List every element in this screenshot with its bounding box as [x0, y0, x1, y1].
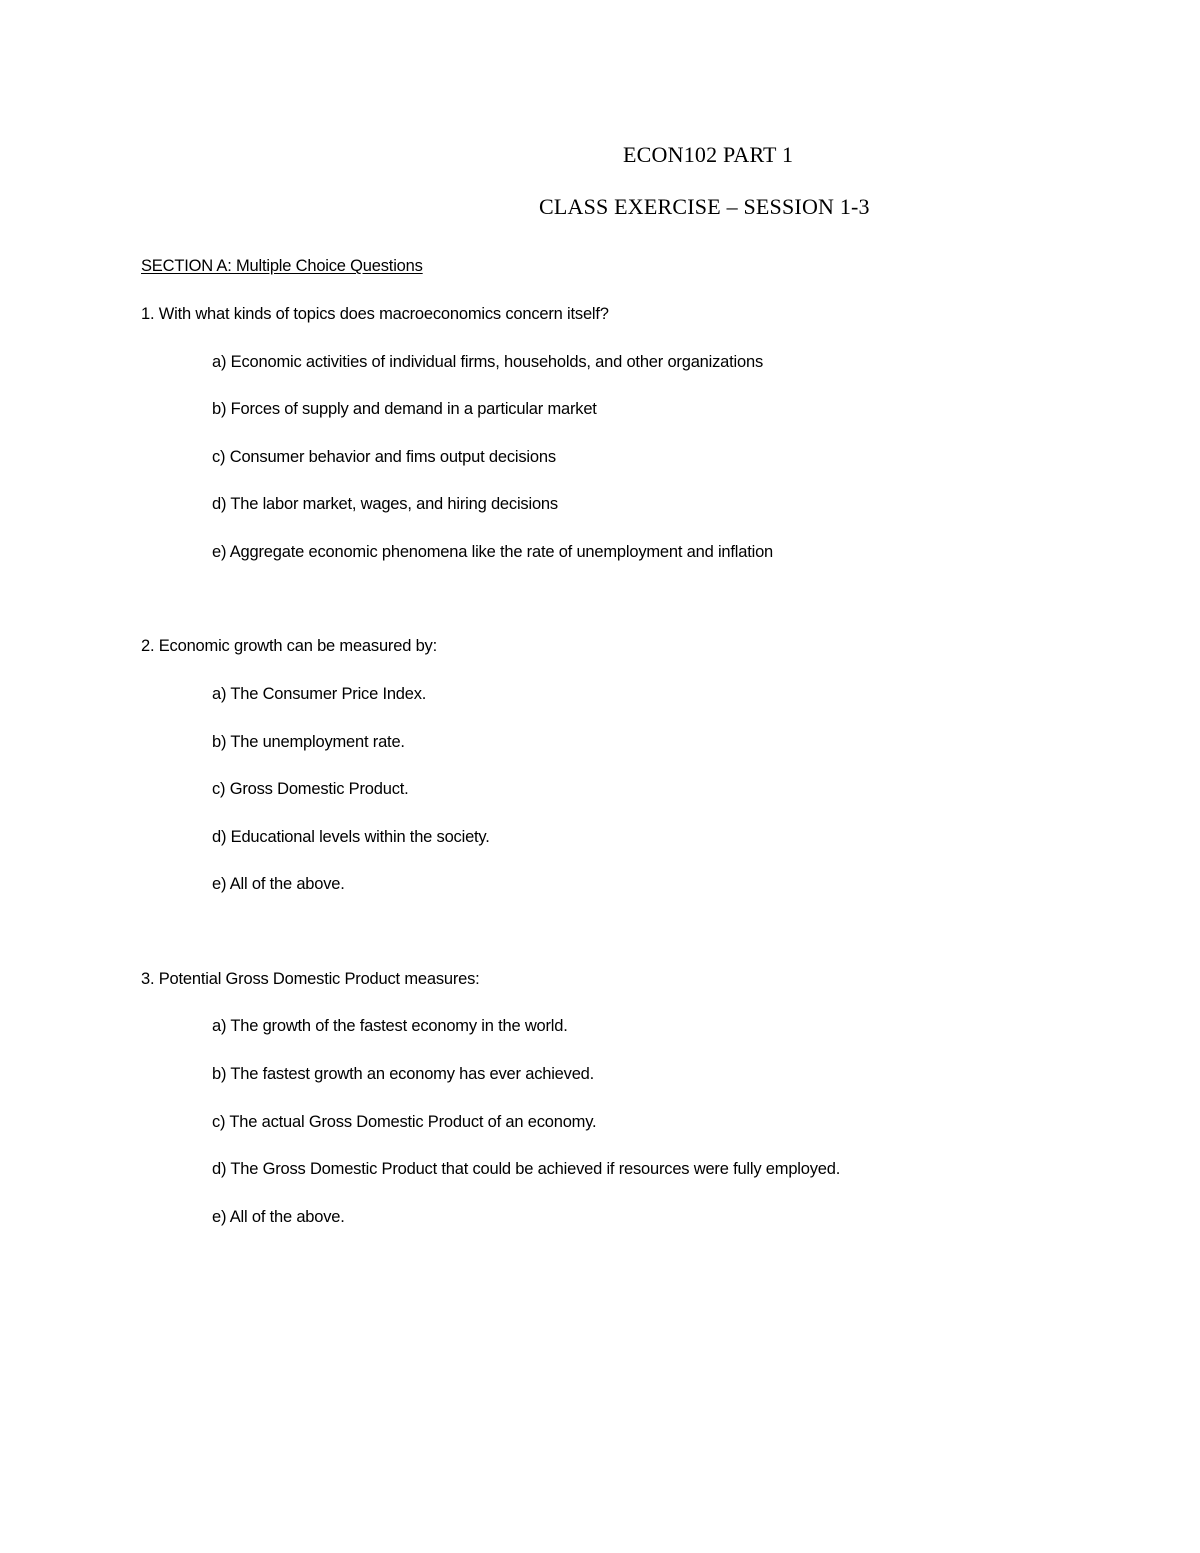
question-1-option-a: a) Economic activities of individual firms, households, and other organizations [212, 353, 763, 371]
section-title: SECTION A: Multiple Choice Questions [141, 257, 423, 275]
question-1-option-d: d) The labor market, wages, and hiring decisions [212, 495, 558, 513]
question-1-option-e: e) Aggregate economic phenomena like the rate of unemployment and inflation [212, 543, 774, 561]
question-2-option-a: a) The Consumer Price Index. [212, 685, 427, 703]
question-1-option-c: c) Consumer behavior and fims output decisions [212, 448, 556, 466]
question-2-option-d: d) Educational levels within the society. [212, 828, 490, 846]
question-3-option-e: e) All of the above. [212, 1208, 345, 1226]
question-2-option-b: b) The unemployment rate. [212, 733, 405, 751]
question-2: 2. Economic growth can be measured by: [141, 637, 437, 655]
question-3-option-c: c) The actual Gross Domestic Product of an economy. [212, 1113, 597, 1131]
question-1: 1. With what kinds of topics does macroeconomics concern itself? [141, 305, 609, 323]
question-3: 3. Potential Gross Domestic Product measures: [141, 970, 480, 988]
document-title: ECON102 PART 1 [623, 142, 794, 167]
document-subtitle: CLASS EXERCISE – SESSION 1-3 [539, 194, 870, 219]
question-3-option-d: d) The Gross Domestic Product that could be achieved if resources were fully employed. [212, 1160, 841, 1178]
question-2-option-e: e) All of the above. [212, 875, 345, 893]
question-3-option-a: a) The growth of the fastest economy in the world. [212, 1017, 568, 1035]
question-2-option-c: c) Gross Domestic Product. [212, 780, 409, 798]
question-3-option-b: b) The fastest growth an economy has ever achieved. [212, 1065, 595, 1083]
question-1-option-b: b) Forces of supply and demand in a particular market [212, 400, 597, 418]
